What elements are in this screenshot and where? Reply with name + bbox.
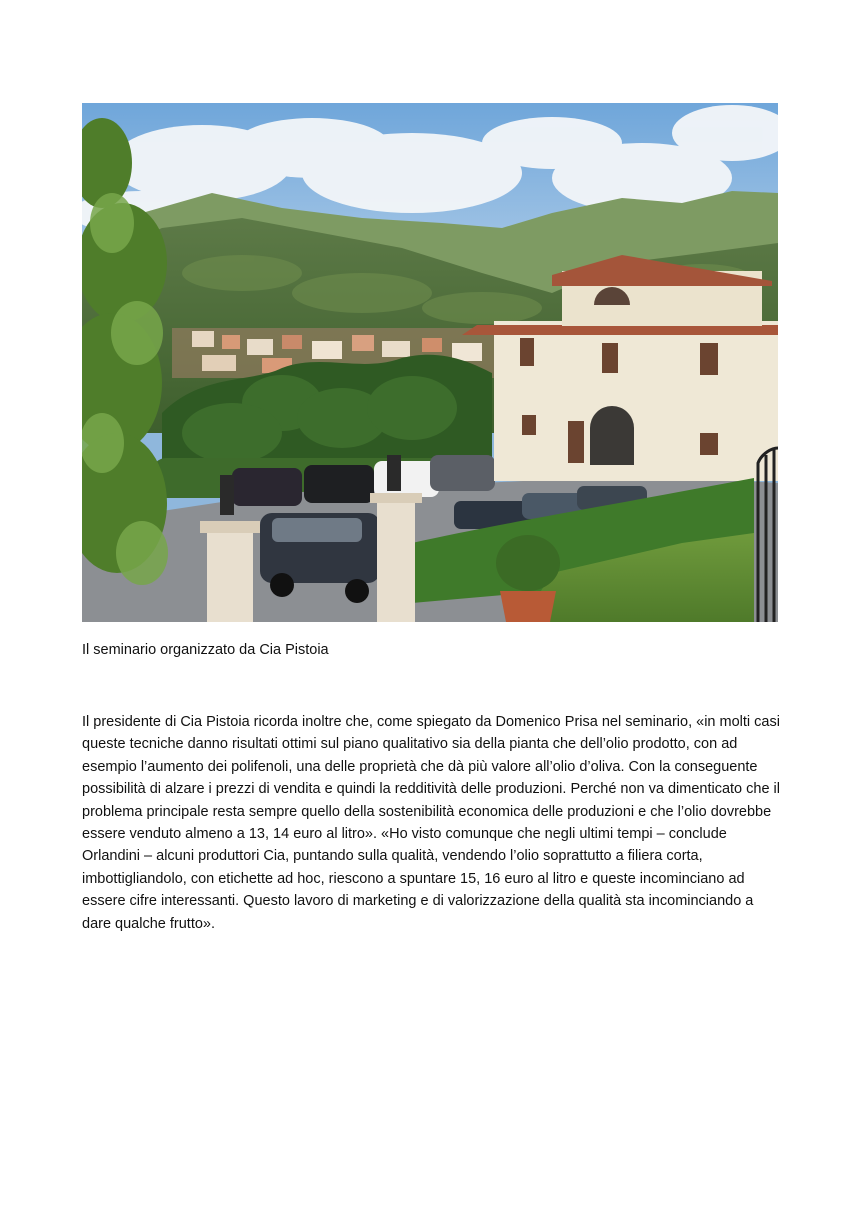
body-paragraph: Il presidente di Cia Pistoia ricorda inoltre che, come spiegato da Domenico Prisa nel seminario, «in molti casi queste tecniche danno risultati ottimi sul piano qualitativo sia della pianta che dell’olio prodotto, con ad esempio l’aumento dei polifenoli, una delle proprietà che dà più valore all’olio d’oliva. Con la conseguente possibilità di alzare i prezzi di vendita e quindi la redditività delle produzioni. Perché non va dimenticato che il problema principale resta sempre quello della sostenibilità economica delle produzioni e che l’olio dovrebbe essere venduto almeno a 13, 14 euro al litro». «Ho visto comunque che negli ultimi tempi – conclude Orlandini – alcuni produttori Cia, puntando sulla qualità, vendendo l’olio soprattutto a filiera corta, imbottigliandolo, con etichette ad hoc, riescono a spuntare 15, 16 euro al litro e queste incominciano ad essere cifre interessanti. Questo lavoro di marketing e di valorizzazione della qualità sta incominciando a dare qualche frutto». [82, 714, 781, 932]
seminar-venue-photo [82, 103, 778, 622]
photo-caption: Il seminario organizzato da Cia Pistoia [82, 642, 329, 658]
